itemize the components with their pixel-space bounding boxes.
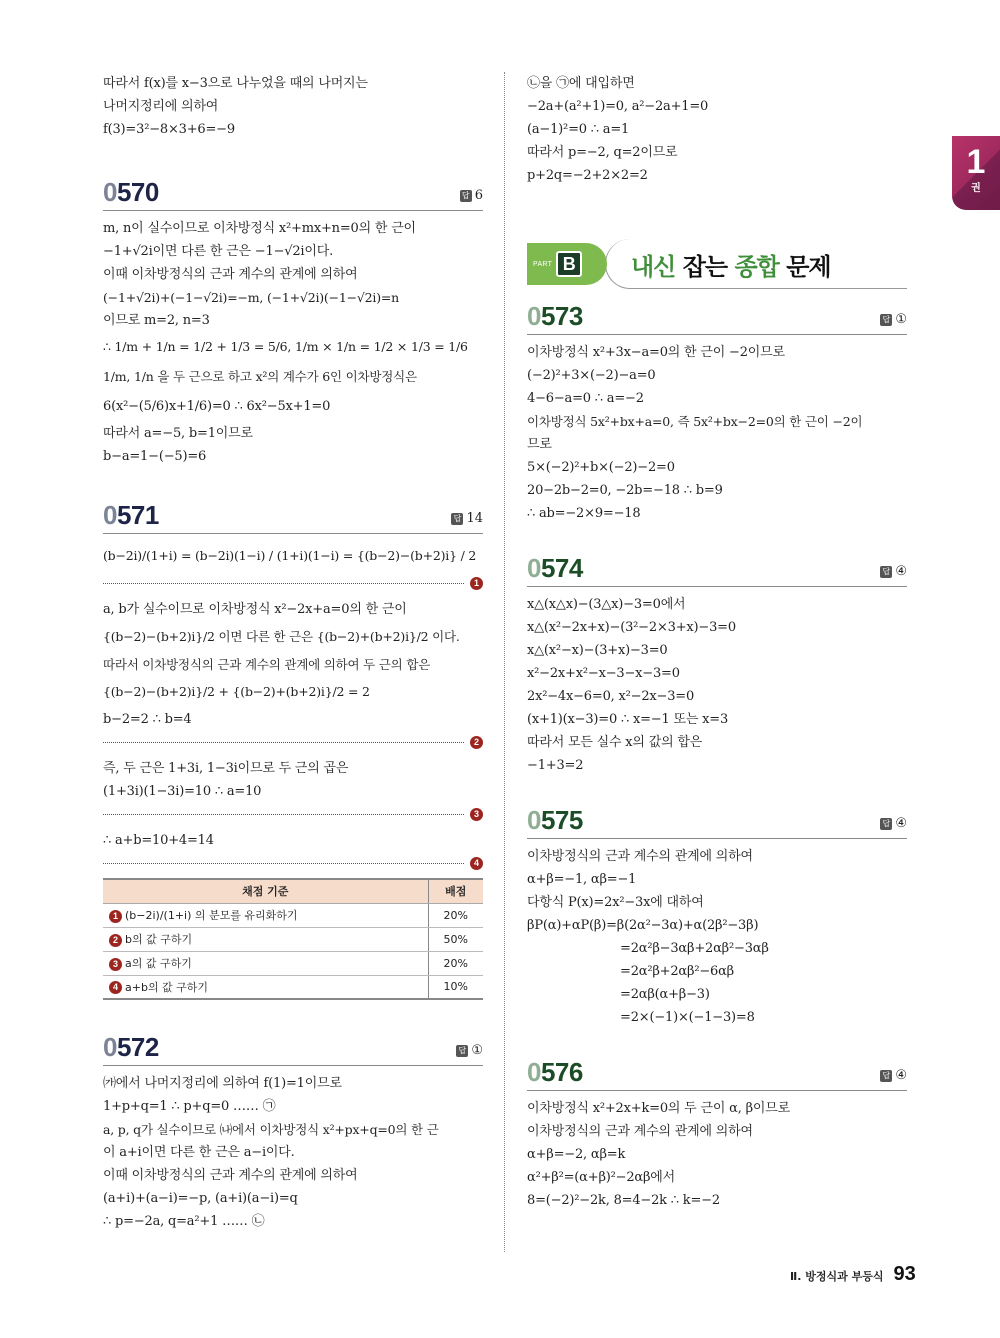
text-line: x△(x²−x)−(3+x)−3=0: [527, 643, 668, 658]
text-line: 이때 이차방정식의 근과 계수의 관계에 의하여: [103, 267, 358, 282]
problem-number: 0573: [527, 301, 583, 331]
problem-0576: [527, 1051, 907, 1212]
text-line: 이차방정식의 근과 계수의 관계에 의하여: [527, 1124, 753, 1139]
text-line: ∴ ab=−2×9=−18: [527, 506, 641, 521]
text-line: (a−1)²=0 ∴ a=1: [527, 122, 630, 137]
text-line: 이때 이차방정식의 근과 계수의 관계에 의하여: [103, 1168, 358, 1183]
problem-0572: [103, 1026, 483, 1233]
text-line: 이 a+i이면 다른 한 근은 a−i이다.: [103, 1145, 295, 1160]
criteria-text: b의 값 구하기: [125, 933, 193, 946]
volume-number: 1: [966, 143, 986, 181]
text-line: f(3)=3²−8×3+6=−9: [103, 122, 235, 137]
text-line: =2αβ(α+β−3): [620, 987, 710, 1002]
step-badge: 4: [470, 857, 483, 870]
answer: [880, 564, 907, 579]
intro-solution: [103, 72, 483, 141]
problem-number: 0570: [103, 177, 159, 207]
text-line: 이차방정식의 근과 계수의 관계에 의하여: [527, 849, 753, 864]
answer: [451, 511, 483, 526]
problem-0570: [103, 171, 483, 468]
text-line: ∴ a+b=10+4=14: [103, 833, 214, 848]
page-number: 93: [893, 1263, 916, 1285]
text-line: (x+1)(x−3)=0 ∴ x=−1 또는 x=3: [527, 712, 729, 727]
text-line: =2α²β−3αβ+2αβ²−3αβ: [620, 941, 769, 956]
answer-icon: 답: [460, 190, 472, 202]
points: 20%: [428, 951, 483, 975]
text-line: 므로: [527, 437, 552, 452]
text-line: −1+√2i이면 다른 한 근은 −1−√2i이다.: [103, 244, 334, 259]
text-line: α+β=−1, αβ=−1: [527, 872, 637, 887]
step-badge: 2: [470, 736, 483, 749]
text-line: 1+p+q=1 ∴ p+q=0 …… ㉠: [103, 1099, 276, 1114]
step-badge: 3: [109, 958, 122, 971]
column-divider: [504, 72, 505, 1252]
answer-icon: 답: [451, 513, 463, 525]
text-line: 다항식 P(x)=2x²−3x에 대하여: [527, 895, 704, 910]
part-label: PART: [533, 260, 553, 268]
answer-value: 14: [466, 511, 483, 526]
step-marker-2: [103, 733, 483, 751]
problem-header: [103, 171, 483, 211]
answer: [880, 816, 907, 831]
header-points: 배점: [428, 879, 483, 903]
text-line: α²+β²=(α+β)²−2αβ에서: [527, 1170, 676, 1185]
chapter-title: Ⅱ. 방정식과 부등식: [790, 1270, 884, 1283]
text-line: βP(α)+αP(β)=β(2α²−3α)+α(2β²−3β): [527, 918, 759, 933]
text-line: 6(x²−(5/6)x+1/6)=0 ∴ 6x²−5x+1=0: [103, 399, 331, 414]
text-line: 나머지정리에 의하여: [103, 99, 219, 114]
text-line: b−2=2 ∴ b=4: [103, 712, 192, 727]
step-badge: 1: [470, 577, 483, 590]
text-line: {(b−2)−(b+2)i}/2 + {(b−2)+(b+2)i}/2 = 2: [103, 684, 370, 699]
section-title: 내신 잡는 종합 문제: [631, 252, 831, 281]
text-line: 2x²−4x−6=0, x²−2x−3=0: [527, 689, 695, 704]
problem-header: [103, 494, 483, 534]
text-line: a, p, q가 실수이므로 ㈏에서 이차방정식 x²+px+q=0의 한 근: [103, 1122, 439, 1137]
text-line: 이므로 m=2, n=3: [103, 313, 210, 328]
step-marker-3: [103, 805, 483, 823]
table-row: [103, 951, 483, 975]
page-footer: [790, 1263, 916, 1286]
answer: [880, 1068, 907, 1083]
answer-icon: 답: [880, 314, 892, 326]
answer: [460, 188, 483, 203]
text-line: −2a+(a²+1)=0, a²−2a+1=0: [527, 99, 709, 114]
answer-value: ①: [471, 1043, 483, 1058]
problem-header: [527, 547, 907, 587]
part-b-banner: [527, 239, 907, 289]
step-badge: 2: [109, 934, 122, 947]
text-line: 즉, 두 근은 1+3i, 1−3i이므로 두 근의 곱은: [103, 761, 349, 776]
table-header-row: [103, 879, 483, 903]
points: 50%: [428, 927, 483, 951]
text-line: b−a=1−(−5)=6: [103, 449, 207, 464]
text-line: 이차방정식 5x²+bx+a=0, 즉 5x²+bx−2=0의 한 근이 −2이: [527, 414, 863, 429]
text-line: (a+i)+(a−i)=−p, (a+i)(a−i)=q: [103, 1191, 298, 1206]
banner-curve: [605, 239, 907, 289]
text-line: (b−2i)/(1+i) = (b−2i)(1−i) / (1+i)(1−i) = {(b−2)−(b+2)i} / 2: [103, 548, 477, 563]
answer-value: ④: [895, 816, 907, 831]
text-line: a, b가 실수이므로 이차방정식 x²−2x+a=0의 한 근이: [103, 602, 407, 617]
text-line: 따라서 p=−2, q=2이므로: [527, 145, 678, 160]
text-line: (−2)²+3×(−2)−a=0: [527, 368, 656, 383]
answer-icon: 답: [456, 1045, 468, 1057]
text-line: x²−2x+x²−x−3−x−3=0: [527, 666, 680, 681]
answer-value: ④: [895, 564, 907, 579]
answer-icon: 답: [880, 1070, 892, 1082]
problem-header: [103, 1026, 483, 1066]
problem-0573: [527, 295, 907, 525]
answer-value: ①: [895, 312, 907, 327]
right-column: [527, 72, 907, 1212]
continued-solution: [527, 72, 907, 187]
text-line: 따라서 이차방정식의 근과 계수의 관계에 의하여 두 근의 합은: [103, 657, 431, 672]
text-line: ㉡을 ㉠에 대입하면: [527, 76, 635, 91]
step-badge: 1: [109, 910, 122, 923]
text-line: 따라서 모든 실수 x의 값의 합은: [527, 735, 703, 750]
text-line: 1/m, 1/n 을 두 근으로 하고 x²의 계수가 6인 이차방정식은: [103, 369, 417, 384]
problem-header: [527, 799, 907, 839]
text-line: =2α²β+2αβ²−6αβ: [620, 964, 734, 979]
problem-0571: [103, 494, 483, 1000]
text-line: 이차방정식 x²+2x+k=0의 두 근이 α, β이므로: [527, 1101, 790, 1116]
volume-tab: [952, 136, 1000, 210]
text-line: 8=(−2)²−2k, 8=4−2k ∴ k=−2: [527, 1193, 720, 1208]
text-line: 따라서 a=−5, b=1이므로: [103, 426, 253, 441]
text-line: α+β=−2, αβ=k: [527, 1147, 626, 1162]
text-line: x△(x²−2x+x)−(3²−2×3+x)−3=0: [527, 620, 736, 635]
text-line: ㈎에서 나머지정리에 의하여 f(1)=1이므로: [103, 1076, 342, 1091]
text-line: 이차방정식 x²+3x−a=0의 한 근이 −2이므로: [527, 345, 785, 360]
criteria-text: a의 값 구하기: [125, 957, 192, 970]
problem-number: 0575: [527, 805, 583, 835]
text-line: (1+3i)(1−3i)=10 ∴ a=10: [103, 784, 262, 799]
problem-header: [527, 1051, 907, 1091]
text-line: 따라서 f(x)를 x−3으로 나누었을 때의 나머지는: [103, 76, 368, 91]
table-row: [103, 975, 483, 999]
problem-0574: [527, 547, 907, 777]
header-criteria: 채점 기준: [103, 879, 428, 903]
text-line: ∴ p=−2a, q=a²+1 …… ㉡: [103, 1214, 265, 1229]
problem-number: 0571: [103, 500, 159, 530]
text-line: x△(x△x)−(3△x)−3=0에서: [527, 597, 686, 612]
text-line: ∴ 1/m + 1/n = 1/2 + 1/3 = 5/6, 1/m × 1/n = 1/2 × 1/3 = 1/6: [103, 339, 468, 354]
table-row: [103, 903, 483, 927]
problem-number: 0572: [103, 1032, 159, 1062]
part-b-tab: [527, 243, 607, 285]
text-line: 20−2b−2=0, −2b=−18 ∴ b=9: [527, 483, 723, 498]
problem-0575: [527, 799, 907, 1029]
text-line: (−1+√2i)+(−1−√2i)=−m, (−1+√2i)(−1−√2i)=n: [103, 290, 400, 305]
criteria-text: (b−2i)/(1+i) 의 분모를 유리화하기: [125, 909, 298, 922]
points: 20%: [428, 903, 483, 927]
problem-header: [527, 295, 907, 335]
step-badge: 4: [109, 981, 122, 994]
scoring-rubric-table: [103, 878, 483, 1000]
answer-value: ④: [895, 1068, 907, 1083]
table-row: [103, 927, 483, 951]
part-letter: B: [556, 251, 582, 277]
text-line: 4−6−a=0 ∴ a=−2: [527, 391, 644, 406]
problem-number: 0576: [527, 1057, 583, 1087]
answer: [456, 1043, 483, 1058]
problem-number: 0574: [527, 553, 583, 583]
step-marker-4: [103, 854, 483, 872]
answer-value: 6: [474, 188, 483, 203]
answer-icon: 답: [880, 818, 892, 830]
text-line: p+2q=−2+2×2=2: [527, 168, 648, 183]
answer-icon: 답: [880, 566, 892, 578]
text-line: m, n이 실수이므로 이차방정식 x²+mx+n=0의 한 근이: [103, 221, 416, 236]
text-line: =2×(−1)×(−1−3)=8: [620, 1010, 755, 1025]
text-line: 5×(−2)²+b×(−2)−2=0: [527, 460, 675, 475]
text-line: −1+3=2: [527, 758, 584, 773]
points: 10%: [428, 975, 483, 999]
step-marker-1: [103, 574, 483, 592]
step-badge: 3: [470, 808, 483, 821]
criteria-text: a+b의 값 구하기: [125, 980, 209, 994]
left-column: [103, 72, 483, 1233]
volume-label: 권: [971, 183, 981, 194]
text-line: {(b−2)−(b+2)i}/2 이면 다른 한 근은 {(b−2)+(b+2)i}/2 이다.: [103, 629, 460, 644]
answer: [880, 312, 907, 327]
